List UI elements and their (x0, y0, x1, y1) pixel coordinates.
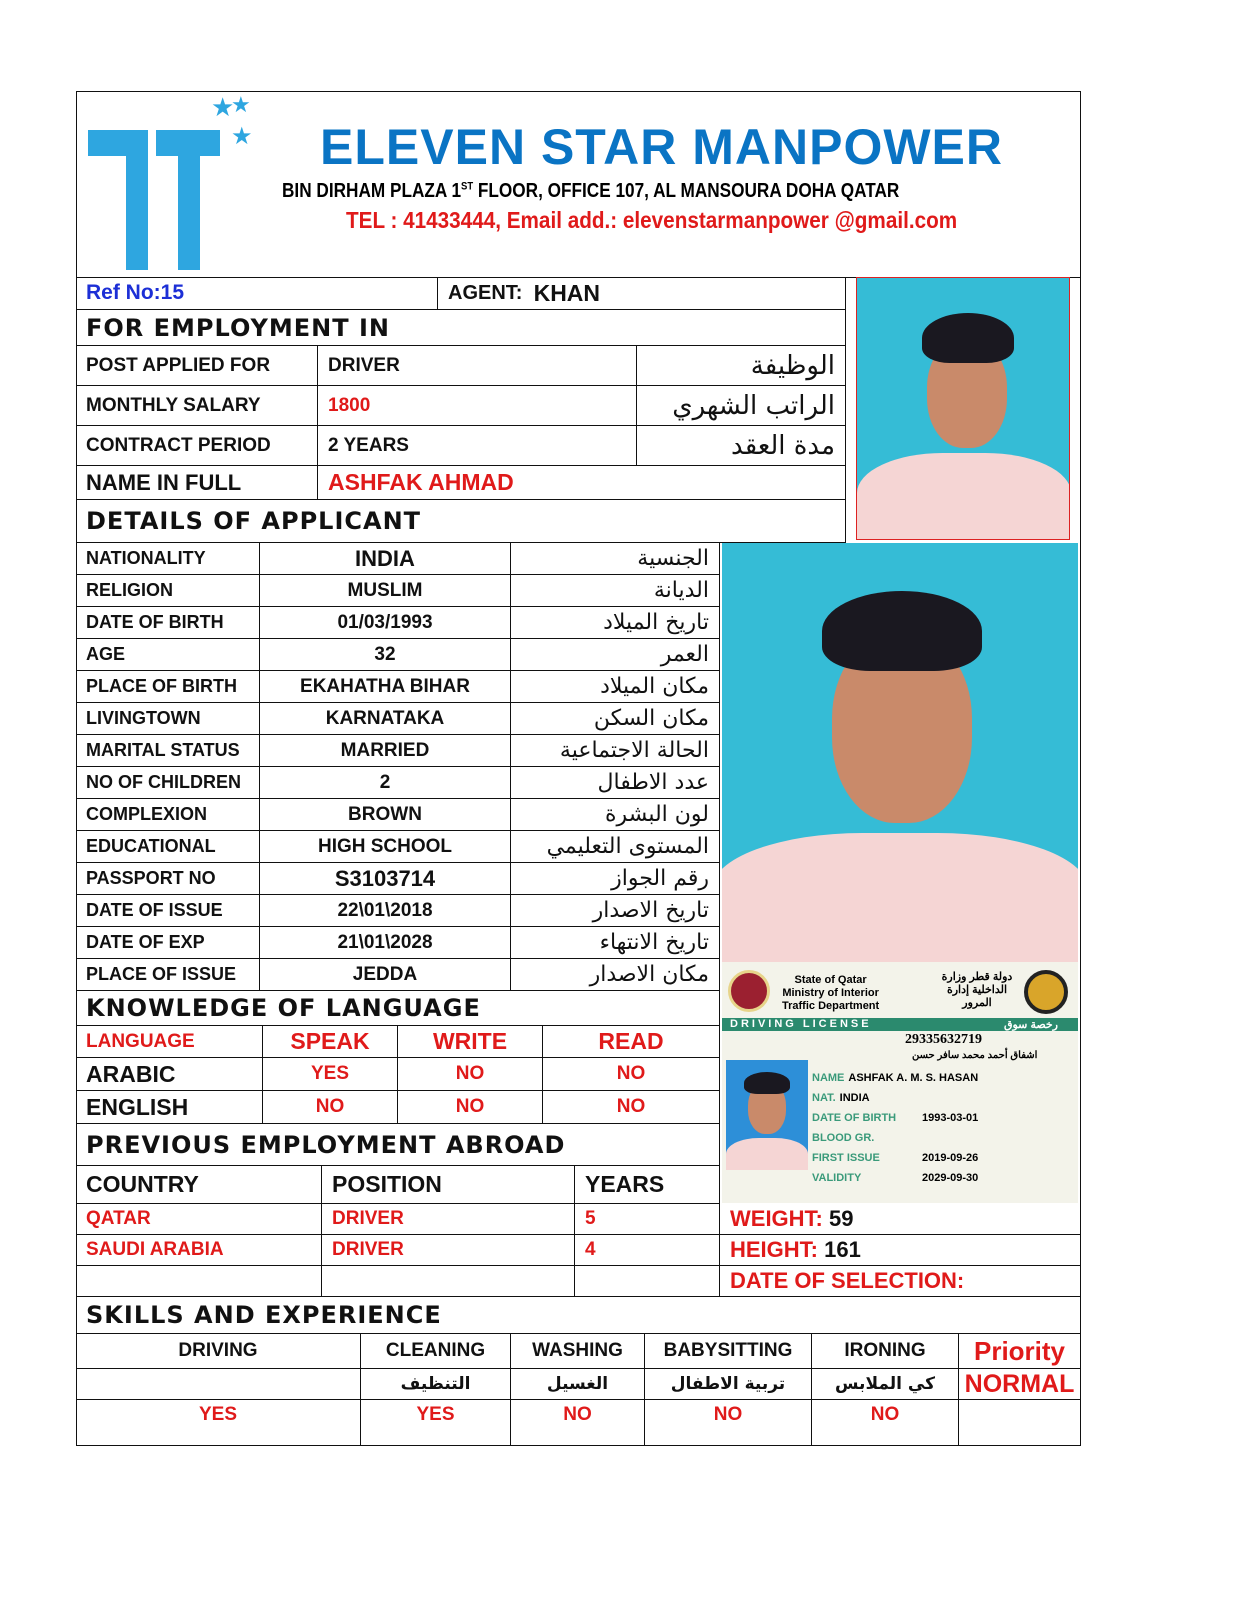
column-header-arabic: تربية الاطفال (645, 1369, 812, 1400)
applicant-photo-large (722, 543, 1078, 962)
column-header-arabic: الغسيل (511, 1369, 645, 1400)
field-label: MONTHLY SALARY (76, 386, 318, 426)
field-label-arabic: الراتب الشهري (637, 386, 846, 426)
field-value: JEDDA (260, 959, 511, 991)
license-field: NAME ASHFAK A. M. S. HASAN (812, 1072, 979, 1084)
column-header: COUNTRY (76, 1166, 322, 1204)
field-value: HIGH SCHOOL (260, 831, 511, 863)
field-label-arabic: الحالة الاجتماعية (511, 735, 720, 767)
column-header: POSITION (322, 1166, 575, 1204)
table-cell (76, 1266, 322, 1297)
table-cell: ARABIC (76, 1058, 263, 1091)
company-contact: TEL : 41433444, Email add.: elevenstarmanpower @gmail.com (346, 207, 958, 233)
field-label: RELIGION (76, 575, 260, 607)
priority-label: Priority (959, 1334, 1081, 1369)
agent-name: KHAN (533, 279, 601, 306)
column-header: WASHING (511, 1334, 645, 1369)
table-cell: SAUDI ARABIA (76, 1235, 322, 1266)
table-cell: 4 (575, 1235, 720, 1266)
license-field: FIRST ISSUE 2019-09-26 (812, 1152, 979, 1164)
column-header-arabic: كي الملابس (812, 1369, 959, 1400)
field-label-arabic: الجنسية (511, 543, 720, 575)
table-cell: NO (543, 1091, 720, 1124)
driving-license-card: State of Qatar Ministry of Interior Traffic Department دولة قطر وزارة الداخلية إدارة المرور DRIVING LICENSE رخصة سوق 29335632719 اشفاق أحمد محمد سافر حسن NAME ASHFAK A. M. S. HASAN NAT. INDIA DATE OF BIRTH 1993-03-01 BLOOD GR. FIRST ISSUE 2019-09-26 VALIDITY 2029-09-30 (722, 962, 1078, 1203)
field-label-arabic: العمر (511, 639, 720, 671)
table-cell (322, 1266, 575, 1297)
section-title: KNOWLEDGE OF LANGUAGE (76, 991, 720, 1026)
column-header: DRIVING (76, 1334, 361, 1369)
gcc-emblem-icon (1024, 970, 1068, 1014)
column-header: SPEAK (263, 1026, 398, 1058)
field-value: 21\01\2028 (260, 927, 511, 959)
field-label: NO OF CHILDREN (76, 767, 260, 799)
license-field: DATE OF BIRTH 1993-03-01 (812, 1112, 979, 1124)
field-label: CONTRACT PERIOD (76, 426, 318, 466)
field-label: NATIONALITY (76, 543, 260, 575)
table-cell: ENGLISH (76, 1091, 263, 1124)
section-title: DETAILS OF APPLICANT (76, 500, 846, 543)
table-cell (575, 1266, 720, 1297)
field-value: KARNATAKA (260, 703, 511, 735)
field-value: EKAHATHA BIHAR (260, 671, 511, 703)
field-label-arabic: الديانة (511, 575, 720, 607)
svg-text:★: ★ (231, 123, 253, 150)
field-value: 01/03/1993 (260, 607, 511, 639)
physical-field: DATE OF SELECTION: (720, 1266, 1081, 1297)
column-header-arabic (76, 1369, 361, 1400)
column-header-arabic: التنظيف (361, 1369, 511, 1400)
field-value: 32 (260, 639, 511, 671)
skill-value: YES (76, 1400, 361, 1446)
field-label: COMPLEXION (76, 799, 260, 831)
field-value: MUSLIM (260, 575, 511, 607)
priority-value: NORMAL (959, 1369, 1081, 1400)
skill-value: NO (645, 1400, 812, 1446)
field-label: POST APPLIED FOR (76, 346, 318, 386)
column-header: LANGUAGE (76, 1026, 263, 1058)
table-cell: NO (398, 1091, 543, 1124)
column-header: WRITE (398, 1026, 543, 1058)
field-label-arabic: مكان الميلاد (511, 671, 720, 703)
field-label: PLACE OF ISSUE (76, 959, 260, 991)
field-label-arabic: المستوى التعليمي (511, 831, 720, 863)
skill-value: NO (812, 1400, 959, 1446)
section-title: SKILLS AND EXPERIENCE (76, 1297, 1081, 1334)
column-header: IRONING (812, 1334, 959, 1369)
field-label: EDUCATIONAL (76, 831, 260, 863)
physical-field: WEIGHT: 59 (720, 1204, 1081, 1235)
field-label-arabic: عدد الاطفال (511, 767, 720, 799)
field-label-arabic: تاريخ الانتهاء (511, 927, 720, 959)
field-label: DATE OF EXP (76, 927, 260, 959)
field-value: 2 (260, 767, 511, 799)
field-value: S3103714 (260, 863, 511, 895)
svg-text:★: ★ (231, 96, 251, 117)
column-header: READ (543, 1026, 720, 1058)
license-photo (726, 1060, 808, 1170)
table-cell: DRIVER (322, 1204, 575, 1235)
field-label-arabic: لون البشرة (511, 799, 720, 831)
field-label: PLACE OF BIRTH (76, 671, 260, 703)
applicant-name: ASHFAK AHMAD (318, 466, 846, 500)
table-cell: NO (398, 1058, 543, 1091)
field-label: PASSPORT NO (76, 863, 260, 895)
column-header: CLEANING (361, 1334, 511, 1369)
field-label: LIVINGTOWN (76, 703, 260, 735)
field-value: 1800 (318, 386, 637, 426)
column-header: BABYSITTING (645, 1334, 812, 1369)
column-header: YEARS (575, 1166, 720, 1204)
skill-value: YES (361, 1400, 511, 1446)
agent-label: AGENT: (448, 281, 523, 304)
table-cell: 5 (575, 1204, 720, 1235)
table-cell: DRIVER (322, 1235, 575, 1266)
section-title: PREVIOUS EMPLOYMENT ABROAD (76, 1124, 720, 1166)
table-cell: NO (543, 1058, 720, 1091)
field-value: INDIA (260, 543, 511, 575)
svg-text:★: ★ (211, 96, 235, 122)
field-value: BROWN (260, 799, 511, 831)
field-label-arabic: تاريخ الاصدار (511, 895, 720, 927)
skill-value: NO (511, 1400, 645, 1446)
field-label: NAME IN FULL (76, 466, 318, 500)
license-field: VALIDITY 2029-09-30 (812, 1172, 979, 1184)
table-cell: NO (263, 1091, 398, 1124)
license-field: NAT. INDIA (812, 1092, 870, 1104)
field-value: DRIVER (318, 346, 637, 386)
section-title: FOR EMPLOYMENT IN (76, 310, 846, 346)
field-label: AGE (76, 639, 260, 671)
field-value: 22\01\2018 (260, 895, 511, 927)
company-name: ELEVEN STAR MANPOWER (320, 119, 1003, 175)
agent-field (438, 277, 846, 310)
qatar-emblem-icon (728, 970, 770, 1012)
company-address: BIN DIRHAM PLAZA 1ST FLOOR, OFFICE 107, AL MANSOURA DOHA QATAR (282, 180, 900, 202)
license-field: BLOOD GR. (812, 1132, 875, 1144)
field-label: MARITAL STATUS (76, 735, 260, 767)
field-label-arabic: الوظيفة (637, 346, 846, 386)
field-label-arabic: مكان الاصدار (511, 959, 720, 991)
field-label-arabic: تاريخ الميلاد (511, 607, 720, 639)
field-label-arabic: مدة العقد (637, 426, 846, 466)
field-label-arabic: مكان السكن (511, 703, 720, 735)
table-cell: YES (263, 1058, 398, 1091)
physical-field: HEIGHT: 161 (720, 1235, 1081, 1266)
field-label: DATE OF ISSUE (76, 895, 260, 927)
field-label: DATE OF BIRTH (76, 607, 260, 639)
table-cell: QATAR (76, 1204, 322, 1235)
field-value: MARRIED (260, 735, 511, 767)
applicant-photo (856, 277, 1070, 540)
ref-number: Ref No:15 (76, 277, 438, 310)
field-label-arabic: رقم الجواز (511, 863, 720, 895)
table-cell (959, 1400, 1081, 1446)
field-value: 2 YEARS (318, 426, 637, 466)
company-logo (86, 96, 256, 271)
